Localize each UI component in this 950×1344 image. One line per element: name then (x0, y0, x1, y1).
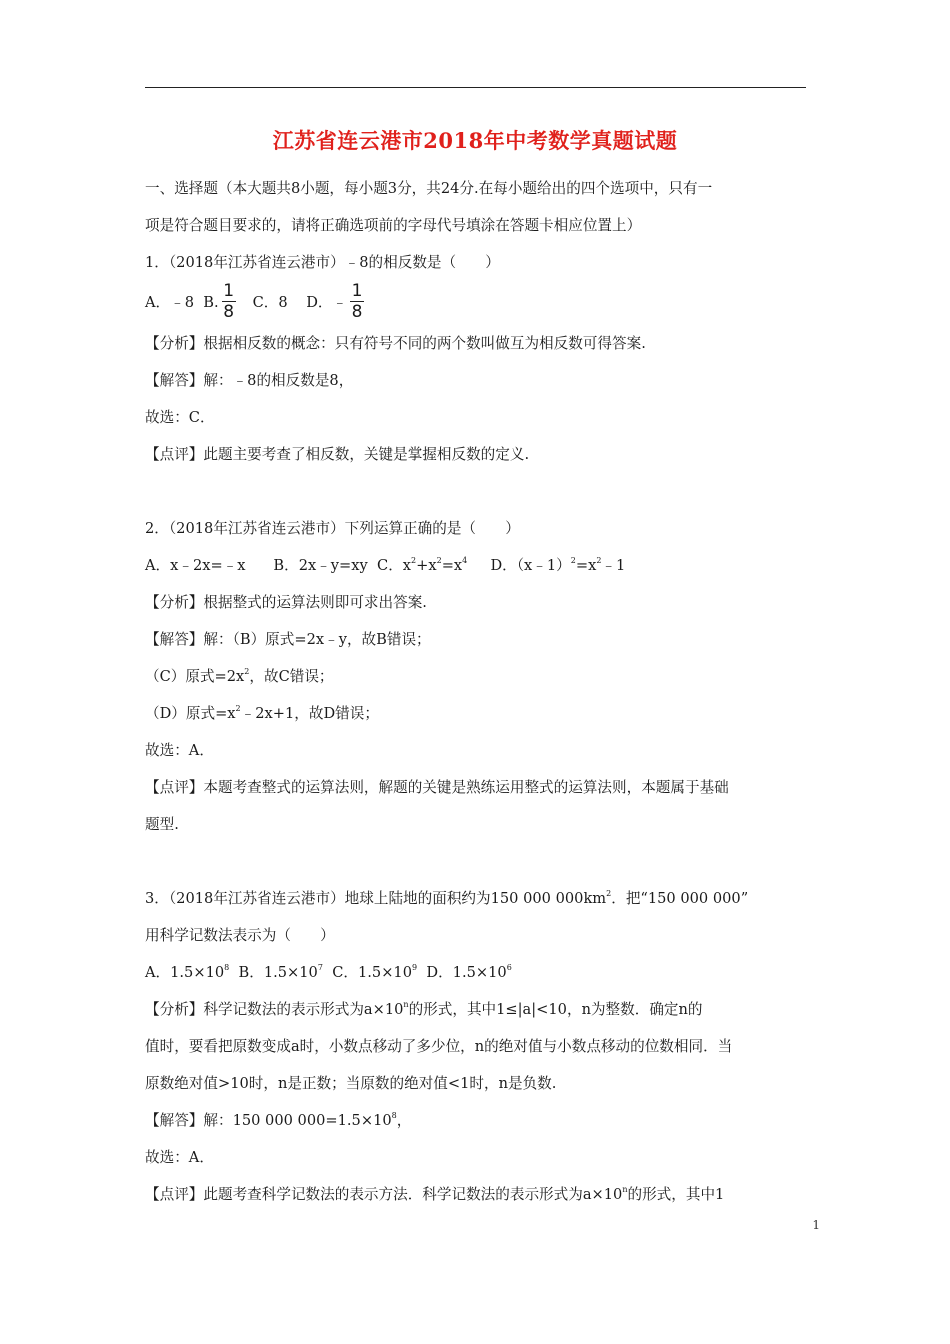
q2-analysis: 【分析】根据整式的运算法则即可求出答案. (145, 594, 427, 611)
q1-option-c: C．8 (252, 294, 288, 311)
q2-answer-2: （C）原式$=2x^2$，故C错误； (145, 667, 334, 685)
spacer (145, 843, 810, 880)
q3-option-a: A．$1.5\times 10^8$ (145, 963, 230, 981)
q1-options (145, 281, 810, 325)
q1-option-b-fraction: $\frac{1}{8}$ (223, 280, 235, 322)
q2-option-a: A．x﹣2x=﹣x (145, 557, 246, 574)
q3-stem-2: 用科学记数法表示为（ ） (145, 927, 335, 944)
header-rule (145, 87, 806, 88)
q2-choice: 故选：A． (145, 742, 214, 759)
q3-options (145, 954, 810, 991)
q1-analysis: 【分析】根据相反数的概念：只有符号不同的两个数叫做互为相反数可得答案. (145, 335, 646, 352)
q1-option-b-label: B. (203, 294, 219, 311)
q2-comment-1: 【点评】本题考查整式的运算法则，解题的关键是熟练运用整式的运算法则，本题属于基础 (145, 779, 729, 796)
q1-option-d-label: D．﹣ (306, 294, 348, 311)
q1-answer: 【解答】解：﹣8的相反数是8， (145, 372, 354, 389)
q2-option-b: B．2x﹣y=xy (273, 557, 368, 574)
q2-answer-1: 【解答】解：（B）原式=2x﹣y，故B错误； (145, 631, 431, 648)
q2-answer-3: （D）原式$=x^2﹣2x+1$，故D错误； (145, 704, 379, 722)
q1-stem: 1．（2018年江苏省连云港市）﹣8的相反数是（ ） (145, 254, 500, 271)
q3-option-c: C．$1.5\times 10^9$ (332, 963, 418, 981)
q3-comment: 【点评】此题考查科学记数法的表示方法．科学记数法的表示形式为$a\times 10^n$的形式，其中1 (145, 1185, 725, 1203)
q3-analysis-3: 原数绝对值>10时，n是正数；当原数的绝对值<1时，n是负数. (145, 1075, 557, 1092)
q2-comment-2: 题型. (145, 816, 179, 833)
q2-option-d: D．$(x﹣1)^2=x^2﹣1$ (490, 556, 626, 574)
q3-choice: 故选：A． (145, 1149, 214, 1166)
page-title: 江苏省连云港市2018年中考数学真题试题 (272, 128, 678, 153)
q1-option-a: A．﹣8 (145, 294, 195, 311)
q1-comment: 【点评】此题主要考查了相反数，关键是掌握相反数的定义. (145, 446, 530, 463)
q1-choice: 故选：C． (145, 409, 215, 426)
q2-options (145, 547, 810, 584)
q3-analysis-1: 【分析】科学记数法的表示形式为$a\times 10^n$的形式，其中1≤|a|<10，n为整数．确定n的 (145, 1000, 703, 1018)
q3-stem-1: 3．（2018年江苏省连云港市）地球上陆地的面积约为150 000 $000km^2$．把“150 000 000” (145, 889, 749, 907)
q3-option-b: B．$1.5\times 10^7$ (238, 963, 323, 981)
q3-answer: 【解答】解：150 000 $000=1.5\times 10^8$， (145, 1111, 412, 1129)
q3-analysis-2: 值时，要看把原数变成a时，小数点移动了多少位，n的绝对值与小数点移动的位数相同．当 (145, 1038, 733, 1055)
spacer (145, 473, 810, 510)
document-body (145, 170, 810, 1213)
q2-option-c: C．$x^2+x^2=x^4$ (377, 556, 468, 574)
q1-option-d-fraction: $\frac{1}{8}$ (351, 280, 363, 322)
section-header-line-2: 项是符合题目要求的，请将正确选项前的字母代号填涂在答题卡相应位置上） (145, 217, 642, 234)
q3-option-d: D．$1.5\times 10^6$ (426, 963, 512, 981)
q2-stem: 2．（2018年江苏省连云港市）下列运算正确的是（ ） (145, 520, 520, 537)
section-header-line-1: 一、选择题（本大题共8小题，每小题3分，共24分.在每小题给出的四个选项中，只有一 (145, 180, 713, 197)
page-number: 1 (812, 1218, 820, 1232)
